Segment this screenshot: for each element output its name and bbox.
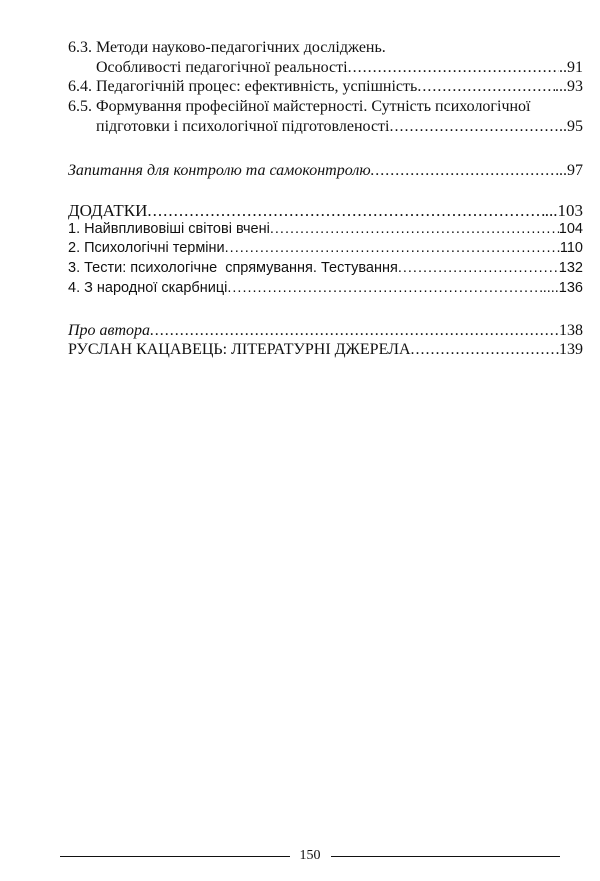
toc-title: Про автора — [68, 322, 151, 339]
toc-entry — [68, 77, 583, 96]
toc-title: ДОДАТКИ — [68, 201, 148, 220]
toc-title: 3. Тести: психологічне спрямування. Тестування — [68, 260, 398, 276]
dot-leader — [150, 321, 559, 340]
toc-title: підготовки і психологічної підготовленості — [96, 118, 390, 135]
toc-entry — [96, 117, 583, 136]
toc-page: ...93 — [555, 78, 583, 95]
dot-leader — [398, 259, 559, 278]
toc-page: 110 — [559, 240, 583, 256]
toc-title: 4. З народної скарбниці — [68, 280, 228, 296]
toc-page: ..95 — [559, 118, 583, 135]
page-number: 150 — [299, 848, 321, 863]
toc-entry — [68, 38, 583, 57]
dot-leader — [147, 201, 544, 220]
footer-rule-right — [331, 856, 561, 857]
toc-page: ..97 — [559, 162, 583, 179]
dot-leader — [225, 239, 560, 258]
dot-leader — [270, 220, 559, 239]
toc-title: Особливості педагогічної реальності — [96, 59, 348, 76]
toc-title: РУСЛАН КАЦАВЕЦЬ: ЛІТЕРАТУРНІ ДЖЕРЕЛА — [68, 341, 411, 358]
toc-page: ..91 — [559, 59, 583, 76]
toc-entry — [68, 239, 583, 258]
footer-rule-left — [60, 856, 290, 857]
toc-entry — [68, 279, 583, 298]
toc-entry — [68, 259, 583, 278]
dot-leader — [411, 340, 559, 359]
dot-leader — [348, 58, 559, 77]
toc-entry — [68, 220, 583, 239]
toc-page: 138 — [559, 322, 583, 339]
toc-title: 6.4. Педагогічній процес: ефективність, успішність — [68, 78, 418, 95]
toc-title: 6.3. Методи науково-педагогічних досліджень. — [68, 39, 386, 56]
toc-title: 6.5. Формування професійної майстерності. Сутність психологічної — [68, 98, 531, 115]
toc-entry — [68, 201, 583, 220]
toc-entry — [68, 97, 583, 116]
dot-leader — [417, 77, 555, 96]
toc-page: 104 — [558, 221, 583, 237]
toc-page: 132 — [558, 260, 583, 276]
toc-page: 139 — [559, 341, 583, 358]
toc-entry — [68, 161, 583, 180]
toc-entry — [96, 58, 583, 77]
dot-leader — [227, 279, 542, 298]
toc-title: Запитання для контролю та самоконтролю — [68, 162, 371, 179]
toc-page: ...103 — [544, 201, 583, 220]
toc-title: 1. Найвпливовіші світові вчені — [68, 221, 270, 237]
toc-entry — [68, 340, 583, 359]
dot-leader — [389, 117, 559, 136]
dot-leader — [371, 161, 559, 180]
page-footer — [60, 848, 560, 864]
toc-page: ....136 — [542, 280, 583, 296]
toc-entry — [68, 321, 583, 340]
toc-title: 2. Психологічні терміни — [68, 240, 225, 256]
